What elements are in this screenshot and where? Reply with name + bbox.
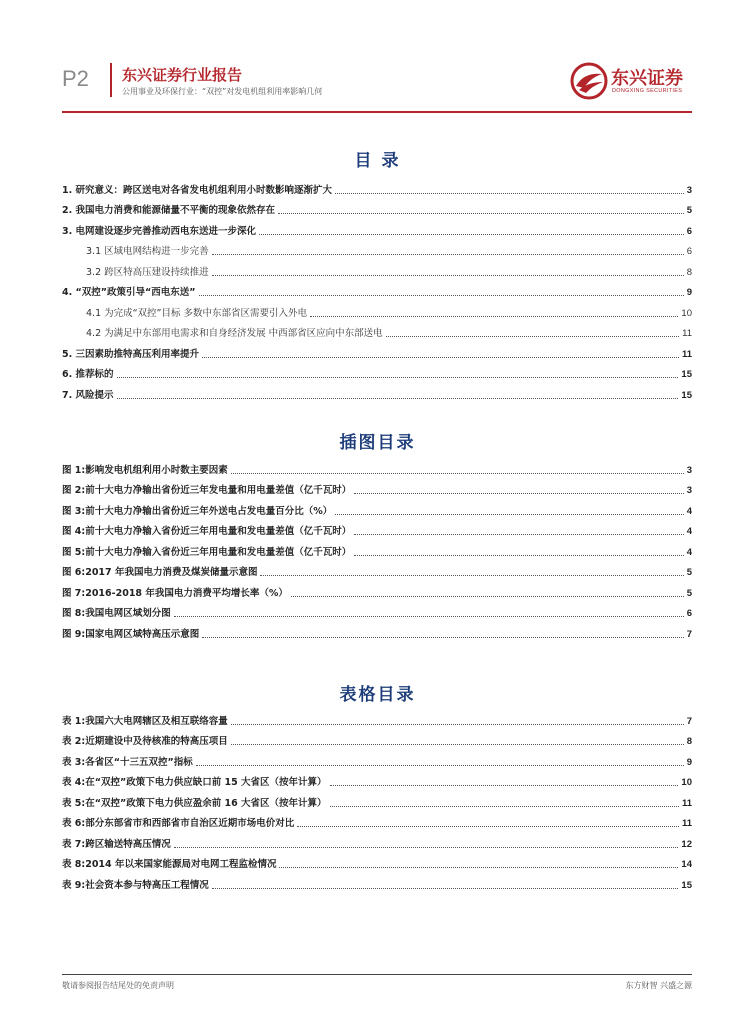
figure-entry-page-number: 4: [686, 505, 692, 517]
table-entry-page-number: 9: [686, 756, 692, 768]
table-entry[interactable]: [62, 728, 692, 749]
tables-list: [62, 707, 692, 892]
table-entry-label: 表 5:在“双控”政策下电力供应盈余前 16 大省区（按年计算）: [62, 797, 327, 809]
dot-leader: [335, 514, 683, 515]
toc-entry-page-number: 5: [686, 205, 692, 216]
table-entry-page-number: 15: [681, 879, 692, 891]
dot-leader: [231, 744, 684, 745]
toc-entry-page-number: 11: [682, 328, 692, 339]
table-entry[interactable]: [62, 769, 692, 790]
figure-entry-label: 图 4:前十大电力净输入省份近三年用电量和发电量差值（亿千瓦时）: [62, 526, 352, 537]
table-entry-page-number: 10: [681, 777, 692, 788]
table-entry-page-number: 7: [686, 715, 692, 727]
dot-leader: [231, 473, 684, 474]
table-entry[interactable]: [62, 707, 692, 728]
dot-leader: [117, 377, 679, 378]
page-header: [0, 0, 755, 115]
table-entry[interactable]: [62, 810, 692, 831]
toc-entry-label: 5. 三因素助推特高压利用率提升: [62, 348, 200, 360]
toc-entry[interactable]: [62, 340, 692, 361]
toc-entry[interactable]: [62, 361, 692, 382]
toc-entry-label: 2. 我国电力消费和能源储量不平衡的现象依然存在: [62, 205, 276, 216]
table-entry-label: 表 2:近期建设中及待核准的特高压项目: [62, 736, 228, 747]
figure-entry-label: 图 5:前十大电力净输入省份近三年用电量和发电量差值（亿千瓦时）: [62, 546, 352, 558]
dot-leader: [354, 555, 683, 556]
figure-entry[interactable]: [62, 559, 692, 580]
toc-entry-page-number: 15: [681, 369, 692, 380]
toc-entry-page-number: 6: [686, 246, 692, 257]
page-number: P2: [62, 66, 89, 91]
dot-leader: [279, 867, 678, 868]
footer-rule: [62, 974, 692, 975]
figure-entry-label: 图 7:2016-2018 年我国电力消费平均增长率（%）: [62, 587, 288, 599]
toc-entry[interactable]: [62, 320, 692, 341]
toc-entry-label: 4.1 为完成“双控”目标 多数中东部省区需要引入外电: [86, 307, 307, 319]
toc-entry-label: 3.2 跨区特高压建设持续推进: [86, 266, 209, 278]
toc-entry[interactable]: [62, 299, 692, 320]
toc-entry-label: 1. 研究意义：跨区送电对各省发电机组利用小时数影响逐渐扩大: [62, 184, 333, 196]
figure-entry[interactable]: [62, 600, 692, 621]
logo-subtext: DONGXING SECURITIES: [612, 88, 683, 94]
table-entry-label: 表 3:各省区“十三五双控”指标: [62, 756, 193, 768]
report-subtitle: 公用事业及环保行业：“双控”对发电机组利用率影响几何: [122, 87, 323, 96]
figure-entry-page-number: 5: [686, 587, 692, 599]
figure-entry-label: 图 9:国家电网区域特高压示意图: [62, 628, 200, 640]
figure-entry[interactable]: [62, 538, 692, 559]
toc-entry-page-number: 9: [686, 287, 692, 298]
dot-leader: [174, 616, 684, 617]
figure-entry[interactable]: [62, 497, 692, 518]
figure-entry[interactable]: [62, 518, 692, 539]
dot-leader: [212, 275, 684, 276]
figure-entry[interactable]: [62, 620, 692, 641]
toc-entry[interactable]: [62, 258, 692, 279]
table-entry-label: 表 7:跨区输送特高压情况: [62, 838, 171, 850]
dot-leader: [259, 234, 684, 235]
table-entry-label: 表 6:部分东部省市和西部省市自治区近期市场电价对比: [62, 818, 295, 829]
toc-entry-label: 6. 推荐标的: [62, 369, 114, 380]
footer-disclaimer: 敬请参阅报告结尾处的免责声明: [62, 981, 174, 990]
dot-leader: [212, 254, 684, 255]
figure-entry-page-number: 3: [686, 464, 692, 476]
header-rule: [62, 111, 692, 113]
toc-entry[interactable]: [62, 176, 692, 197]
dot-leader: [199, 295, 684, 296]
dot-leader: [330, 785, 679, 786]
figure-entry[interactable]: [62, 456, 692, 477]
figure-entry[interactable]: [62, 477, 692, 498]
tables-title: 表格目录: [339, 685, 416, 705]
dot-leader: [386, 336, 679, 337]
dot-leader: [310, 316, 678, 317]
toc-entry-page-number: 10: [681, 307, 692, 319]
figure-entry[interactable]: [62, 579, 692, 600]
toc-entry-label: 4. “双控”政策引导“西电东送”: [62, 287, 196, 298]
toc-entry-label: 3. 电网建设逐步完善推动西电东送进一步深化: [62, 225, 257, 237]
figure-entry-label: 图 6:2017 年我国电力消费及煤炭储量示意图: [62, 567, 258, 578]
dot-leader: [196, 765, 684, 766]
dot-leader: [278, 213, 684, 214]
table-entry-page-number: 12: [681, 838, 692, 850]
toc-list: [62, 176, 692, 402]
dot-leader: [330, 806, 679, 807]
toc-entry[interactable]: [62, 197, 692, 218]
toc-entry[interactable]: [62, 279, 692, 300]
company-logo: [570, 62, 695, 102]
dot-leader: [202, 357, 679, 358]
dot-leader: [335, 193, 684, 194]
table-entry-page-number: 11: [681, 797, 692, 809]
table-entry[interactable]: [62, 748, 692, 769]
dot-leader: [202, 637, 683, 638]
toc-entry[interactable]: [62, 238, 692, 259]
figure-entry-page-number: 6: [686, 608, 692, 619]
figure-entry-label: 图 3:前十大电力净输出省份近三年外送电占发电量百分比（%）: [62, 505, 333, 517]
toc-entry-label: 3.1 区域电网结构进一步完善: [86, 246, 209, 257]
table-entry-label: 表 1:我国六大电网辖区及相互联络容量: [62, 715, 228, 727]
dot-leader: [260, 575, 683, 576]
toc-entry-page-number: 15: [681, 389, 692, 401]
logo-text: 东兴证券: [611, 68, 683, 89]
toc-entry-page-number: 8: [686, 266, 692, 278]
toc-entry-label: 7. 风险提示: [62, 389, 114, 401]
footer-slogan: 东方财智 兴盛之源: [625, 981, 692, 990]
dot-leader: [174, 847, 679, 848]
figure-entry-page-number: 7: [686, 628, 692, 640]
dot-leader: [212, 888, 679, 889]
dot-leader: [297, 826, 679, 827]
logo-emblem-icon: [570, 62, 608, 100]
figures-title: 插图目录: [339, 433, 416, 453]
dot-leader: [117, 398, 679, 399]
toc-entry-label: 4.2 为满足中东部用电需求和自身经济发展 中西部省区应向中东部送电: [86, 328, 383, 339]
figure-entry-label: 图 8:我国电网区域划分图: [62, 608, 171, 619]
figures-list: [62, 456, 692, 641]
table-entry-page-number: 8: [686, 736, 692, 747]
table-entry-label: 表 4:在“双控”政策下电力供应缺口前 15 大省区（按年计算）: [62, 777, 327, 788]
toc-entry-page-number: 6: [686, 225, 692, 237]
table-entry-page-number: 11: [681, 818, 692, 829]
table-entry[interactable]: [62, 851, 692, 872]
figure-entry-page-number: 4: [686, 546, 692, 558]
toc-title: 目 录: [354, 151, 401, 171]
table-entry-label: 表 8:2014 年以来国家能源局对电网工程监检情况: [62, 859, 277, 870]
table-entry-page-number: 14: [681, 859, 692, 870]
figure-entry-page-number: 5: [686, 567, 692, 578]
toc-entry-page-number: 3: [686, 184, 692, 196]
figure-entry-label: 图 1:影响发电机组利用小时数主要因素: [62, 464, 228, 476]
header-divider: [110, 63, 112, 97]
table-entry[interactable]: [62, 789, 692, 810]
dot-leader: [291, 596, 684, 597]
dot-leader: [354, 493, 683, 494]
dot-leader: [231, 724, 684, 725]
toc-entry[interactable]: [62, 381, 692, 402]
table-entry-label: 表 9:社会资本参与特高压工程情况: [62, 879, 209, 891]
toc-entry-page-number: 11: [681, 348, 692, 360]
table-entry[interactable]: [62, 830, 692, 851]
figure-entry-page-number: 4: [686, 526, 692, 537]
toc-entry[interactable]: [62, 217, 692, 238]
figure-entry-label: 图 2:前十大电力净输出省份近三年发电量和用电量差值（亿千瓦时）: [62, 485, 352, 496]
table-entry[interactable]: [62, 871, 692, 892]
figure-entry-page-number: 3: [686, 485, 692, 496]
report-brand-title: 东兴证券行业报告: [122, 66, 243, 84]
dot-leader: [354, 534, 683, 535]
